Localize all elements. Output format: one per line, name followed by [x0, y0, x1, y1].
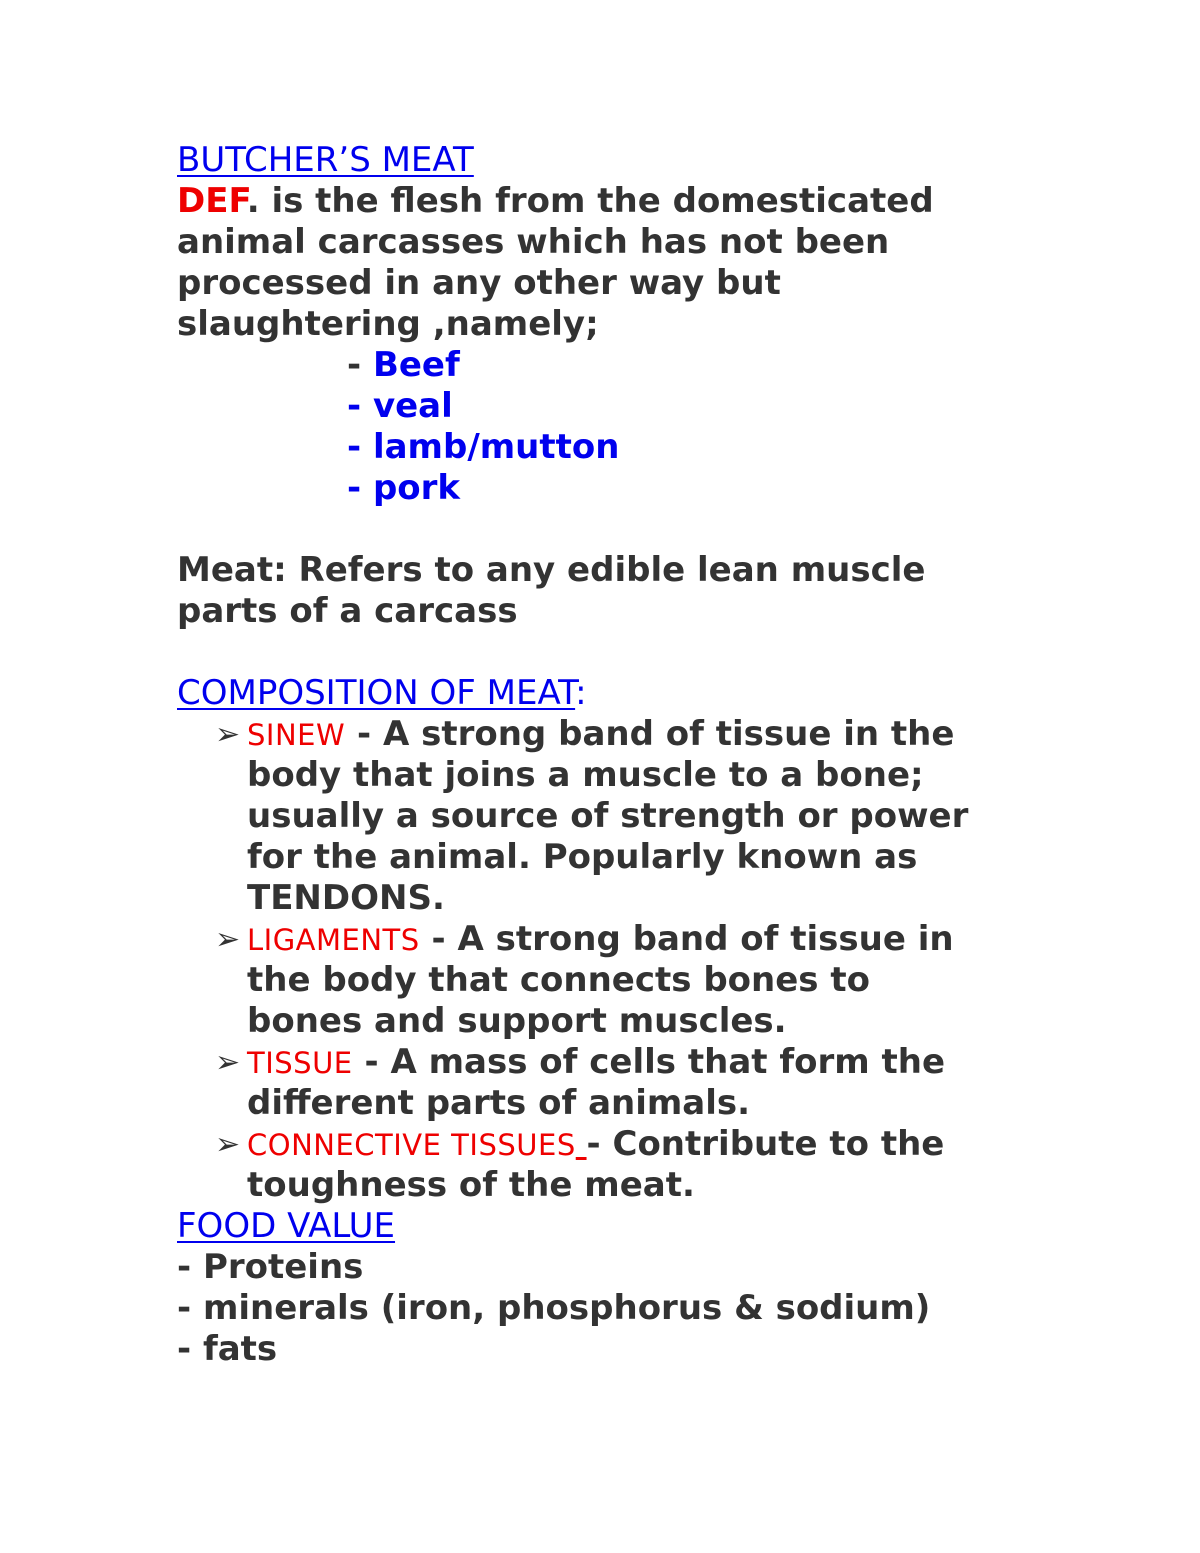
bullet-text: TENDONS.	[247, 878, 445, 918]
arrow-bullet-icon: ➢	[215, 1127, 241, 1162]
arrow-bullet-icon: ➢	[215, 922, 241, 957]
spacer	[177, 509, 1057, 550]
spacer	[177, 632, 1057, 673]
bullet-text: the body that connects bones to	[247, 960, 870, 1000]
bullet-text: A strong band of tissue in the	[382, 714, 955, 754]
meat-type-item	[177, 427, 1057, 468]
meat-definition-line-1: Meat: Refers to any edible lean muscle	[177, 550, 926, 590]
bullet-line	[247, 1042, 1057, 1083]
meat-definition-line-2: parts of a carcass	[177, 591, 518, 631]
meat-type-dash: -	[347, 427, 373, 467]
bullet-text: A mass of cells that form the	[390, 1042, 946, 1082]
meat-type-item	[177, 345, 1057, 386]
term-separator: -	[352, 1042, 391, 1082]
food-value-heading-line	[177, 1206, 1057, 1247]
bullet-text: A strong band of tissue in	[457, 919, 954, 959]
list-item-tissue	[177, 1042, 1057, 1124]
bullet-text: for the animal. Popularly known as	[247, 837, 918, 877]
bullet-text: toughness of the meat.	[247, 1165, 695, 1205]
composition-heading: COMPOSITION OF MEAT	[177, 673, 576, 713]
document-content	[177, 140, 1057, 1370]
composition-heading-line	[177, 673, 1057, 714]
meat-type-dash: -	[347, 345, 373, 385]
meat-types-list	[177, 345, 1057, 509]
definition-line-4: slaughtering ,namely;	[177, 304, 599, 344]
meat-type-label: veal	[372, 386, 453, 426]
definition-text-1: . is the flesh from the domesticated	[246, 181, 934, 221]
term-separator: -	[345, 714, 383, 754]
composition-list	[177, 714, 1057, 1206]
definition-line-3: processed in any other way but	[177, 263, 781, 303]
term-tissue: TISSUE	[247, 1046, 353, 1080]
term-separator: -	[586, 1124, 613, 1164]
term-underscore	[576, 1124, 587, 1164]
list-item-connective-tissues	[177, 1124, 1057, 1206]
meat-type-item	[177, 468, 1057, 509]
food-value-item: - Proteins	[177, 1247, 364, 1287]
meat-type-dash: -	[347, 386, 373, 426]
list-item-ligaments	[177, 919, 1057, 1042]
definition-label: DEF	[177, 181, 247, 221]
food-value-item: - fats	[177, 1329, 278, 1369]
term-ligaments: LIGAMENTS	[247, 923, 420, 957]
bullet-text: body that joins a muscle to a bone;	[247, 755, 924, 795]
meat-type-item	[177, 386, 1057, 427]
meat-type-dash: -	[347, 468, 373, 508]
arrow-bullet-icon: ➢	[215, 1045, 241, 1080]
meat-type-label: pork	[372, 468, 461, 508]
meat-type-label: Beef	[372, 345, 460, 385]
title-line	[177, 140, 1057, 181]
food-value-item: - minerals (iron, phosphorus & sodium)	[177, 1288, 931, 1328]
bullet-line	[247, 1124, 1057, 1165]
food-value-heading: FOOD VALUE	[177, 1206, 396, 1246]
bullet-line	[247, 714, 1057, 755]
meat-type-label: lamb/mutton	[372, 427, 620, 467]
document-title: BUTCHER’S MEAT	[177, 140, 474, 180]
term-separator: -	[419, 919, 458, 959]
term-connective-tissues: CONNECTIVE TISSUES	[247, 1128, 576, 1162]
arrow-bullet-icon: ➢	[215, 717, 241, 752]
bullet-text: bones and support muscles.	[247, 1001, 787, 1041]
term-sinew: SINEW	[247, 718, 346, 752]
definition-line-1	[177, 181, 1057, 222]
composition-heading-suffix: :	[575, 673, 587, 713]
definition-line-2: animal carcasses which has not been	[177, 222, 890, 262]
bullet-text: usually a source of strength or power	[247, 796, 969, 836]
bullet-text: different parts of animals.	[247, 1083, 751, 1123]
bullet-text: Contribute to the	[612, 1124, 945, 1164]
bullet-line	[247, 919, 1057, 960]
list-item-sinew	[177, 714, 1057, 919]
